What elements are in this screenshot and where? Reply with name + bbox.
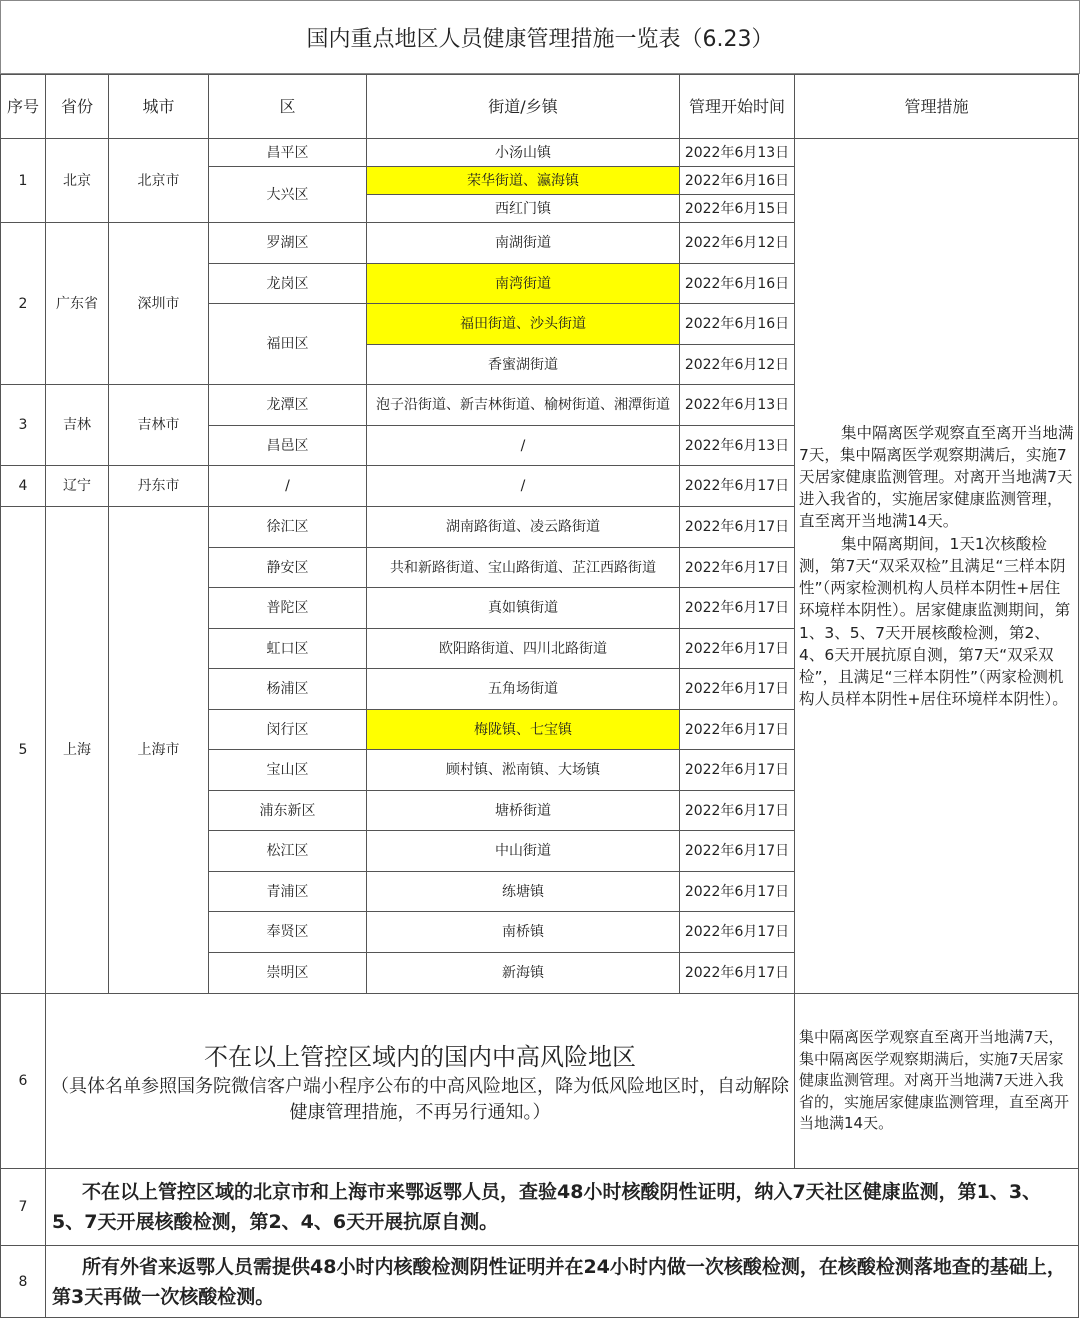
row8-text-cell: 所有外省来返鄂人员需提供48小时内核酸检测阴性证明并在24小时内做一次核酸检测，在核酸检测落地查的基础上，第3天再做一次核酸检测。 [46,1246,1079,1318]
district-cell: 虹口区 [209,629,367,669]
date-cell: 2022年6月17日 [680,710,795,750]
street-cell: 小汤山镇 [367,139,680,167]
city-cell: 上海市 [109,507,209,994]
date-cell: 2022年6月17日 [680,912,795,953]
date-cell: 2022年6月16日 [680,264,795,304]
city-cell: 北京市 [109,139,209,223]
street-cell-highlighted: 梅陇镇、七宝镇 [367,710,680,750]
date-cell: 2022年6月13日 [680,139,795,167]
street-cell: 湖南路街道、凌云路街道 [367,507,680,548]
street-cell-highlighted: 荣华街道、瀛海镇 [367,167,680,195]
seq-cell: 2 [1,223,46,385]
street-cell: 五角场街道 [367,669,680,710]
row6-heading: 不在以上管控区域内的国内中高风险地区 [204,1043,636,1071]
header-measures: 管理措施 [795,75,1079,139]
date-cell: 2022年6月13日 [680,426,795,466]
date-cell: 2022年6月17日 [680,548,795,588]
sheet-title: 国内重点地区人员健康管理措施一览表（6.23） [0,0,1080,74]
date-cell: 2022年6月17日 [680,588,795,629]
date-cell: 2022年6月17日 [680,831,795,872]
district-cell: 昌平区 [209,139,367,167]
date-cell: 2022年6月15日 [680,195,795,223]
district-cell: 大兴区 [209,167,367,223]
header-district: 区 [209,75,367,139]
district-cell: 徐汇区 [209,507,367,548]
street-cell: 泡子沿街道、新吉林街道、榆树街道、湘潭街道 [367,385,680,426]
street-cell: 塘桥街道 [367,791,680,831]
seq-cell: 3 [1,385,46,466]
date-cell: 2022年6月17日 [680,629,795,669]
district-cell: 静安区 [209,548,367,588]
district-cell: 宝山区 [209,750,367,791]
table-row-6 [1,994,1079,1169]
seq-cell: 4 [1,466,46,507]
measures-cell [795,139,1079,994]
header-province: 省份 [46,75,109,139]
district-cell: / [209,466,367,507]
district-cell: 奉贤区 [209,912,367,953]
header-seq: 序号 [1,75,46,139]
table-row [1,139,1079,167]
district-cell: 崇明区 [209,953,367,994]
street-cell: 香蜜湖街道 [367,345,680,385]
street-cell: 共和新路街道、宝山路街道、芷江西路街道 [367,548,680,588]
district-cell: 福田区 [209,304,367,385]
measures-paragraph-2: 集中隔离期间，1天1次核酸检测，第7天“双采双检”且满足“三样本阴性”（两家检测机构人员样本阴性+居住环境样本阴性）。居家健康监测期间，第1、3、5、7天开展核酸检测，第2、4、6天开展抗原自测，第7天“双采双检”，且满足“三样本阴性”（两家检测机构人员样本阴性+居住环境样本阴性）。 [799,534,1071,709]
date-cell: 2022年6月12日 [680,345,795,385]
street-cell: 新海镇 [367,953,680,994]
measures-table [0,74,1079,1318]
street-cell: 顾村镇、淞南镇、大场镇 [367,750,680,791]
street-cell: 南湖街道 [367,223,680,264]
seq-cell: 6 [1,994,46,1169]
district-cell: 龙潭区 [209,385,367,426]
street-cell: 中山街道 [367,831,680,872]
table-row-8 [1,1246,1079,1318]
street-cell: / [367,466,680,507]
district-cell: 罗湖区 [209,223,367,264]
date-cell: 2022年6月17日 [680,953,795,994]
district-cell: 青浦区 [209,872,367,912]
date-cell: 2022年6月17日 [680,872,795,912]
row6-note: （具体名单参照国务院微信客户端小程序公布的中高风险地区，降为低风险地区时，自动解除健康管理措施，不再另行通知。） [51,1076,789,1123]
date-cell: 2022年6月17日 [680,466,795,507]
date-cell: 2022年6月17日 [680,669,795,710]
date-cell: 2022年6月17日 [680,750,795,791]
row6-description-cell [46,994,795,1169]
district-cell: 杨浦区 [209,669,367,710]
header-city: 城市 [109,75,209,139]
measures-paragraph-1: 集中隔离医学观察直至离开当地满7天，集中隔离医学观察期满后，实施7天居家健康监测管理。对离开当地满7天进入我省的，实施居家健康监测管理，直至离开当地满14天。 [799,423,1074,531]
street-cell: 练塘镇 [367,872,680,912]
district-cell: 松江区 [209,831,367,872]
date-cell: 2022年6月17日 [680,507,795,548]
province-cell: 辽宁 [46,466,109,507]
street-cell: 西红门镇 [367,195,680,223]
district-cell: 龙岗区 [209,264,367,304]
street-cell: 欧阳路街道、四川北路街道 [367,629,680,669]
header-street: 街道/乡镇 [367,75,680,139]
seq-cell: 1 [1,139,46,223]
header-row [1,75,1079,139]
row7-text-cell: 不在以上管控区域的北京市和上海市来鄂返鄂人员，查验48小时核酸阴性证明，纳入7天社区健康监测，第1、3、5、7天开展核酸检测，第2、4、6天开展抗原自测。 [46,1169,1079,1246]
street-cell: 真如镇街道 [367,588,680,629]
seq-cell: 5 [1,507,46,994]
seq-cell: 7 [1,1169,46,1246]
city-cell: 吉林市 [109,385,209,466]
date-cell: 2022年6月17日 [680,791,795,831]
city-cell: 深圳市 [109,223,209,385]
district-cell: 浦东新区 [209,791,367,831]
province-cell: 上海 [46,507,109,994]
street-cell: 南桥镇 [367,912,680,953]
date-cell: 2022年6月13日 [680,385,795,426]
province-cell: 广东省 [46,223,109,385]
street-cell: / [367,426,680,466]
header-start-date: 管理开始时间 [680,75,795,139]
date-cell: 2022年6月16日 [680,167,795,195]
province-cell: 北京 [46,139,109,223]
province-cell: 吉林 [46,385,109,466]
seq-cell: 8 [1,1246,46,1318]
street-cell-highlighted: 福田街道、沙头街道 [367,304,680,345]
district-cell: 昌邑区 [209,426,367,466]
row6-measures-cell: 集中隔离医学观察直至离开当地满7天，集中隔离医学观察期满后，实施7天居家健康监测管理。对离开当地满7天进入我省的，实施居家健康监测管理，直至离开当地满14天。 [795,994,1079,1169]
date-cell: 2022年6月12日 [680,223,795,264]
district-cell: 普陀区 [209,588,367,629]
city-cell: 丹东市 [109,466,209,507]
date-cell: 2022年6月16日 [680,304,795,345]
district-cell: 闵行区 [209,710,367,750]
street-cell-highlighted: 南湾街道 [367,264,680,304]
table-row-7 [1,1169,1079,1246]
